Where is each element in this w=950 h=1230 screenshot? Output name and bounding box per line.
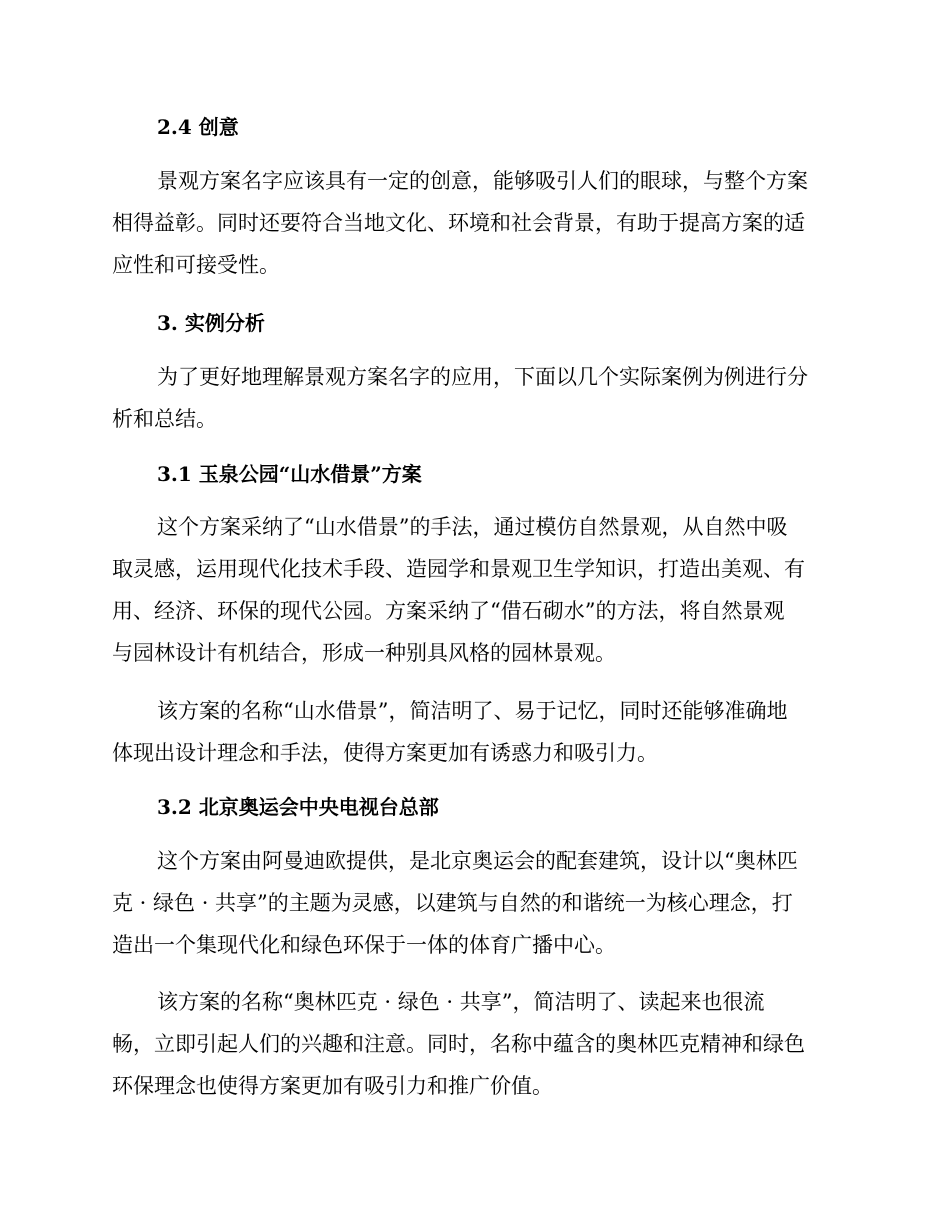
paragraph-creativity — [112, 167, 830, 291]
paragraph-line: 这个方案由阿曼迪欧提供，是北京奥运会的配套建筑，设计以“奥林匹 — [157, 849, 798, 873]
paragraph-yuquan-name — [112, 697, 830, 767]
paragraph-line: 用、经济、环保的现代公园。方案采纳了“借石砌水”的方法，将自然景观 — [112, 599, 785, 623]
paragraph-line: 析和总结。 — [112, 407, 217, 431]
paragraph-line: 环保理念也使得方案更加有吸引力和推广价值。 — [112, 1074, 553, 1098]
paragraph-line: 体现出设计理念和手法，使得方案更加有诱惑力和吸引力。 — [112, 741, 658, 765]
paragraph-line: 该方案的名称“奥林匹克 · 绿色 · 共享”，简洁明了、读起来也很流 — [157, 990, 765, 1014]
paragraph-line: 畅，立即引起人们的兴趣和注意。同时，名称中蕴含的奥林匹克精神和绿色 — [112, 1032, 805, 1056]
section-heading-3: 3. 实例分析 — [157, 311, 265, 335]
paragraph-line: 景观方案名字应该具有一定的创意，能够吸引人们的眼球，与整个方案 — [157, 169, 808, 193]
paragraph-line: 与园林设计有机结合，形成一种别具风格的园林景观。 — [112, 641, 616, 665]
paragraph-line: 造出一个集现代化和绿色环保于一体的体育广播中心。 — [112, 933, 616, 957]
section-heading-2-4: 2.4 创意 — [157, 115, 239, 139]
paragraph-line: 相得益彰。同时还要符合当地文化、环境和社会背景，有助于提高方案的适 — [112, 211, 805, 235]
section-heading-3-1: 3.1 玉泉公园“山水借景”方案 — [157, 462, 422, 486]
paragraph-line: 应性和可接受性。 — [112, 253, 280, 277]
paragraph-line: 取灵感，运用现代化技术手段、造园学和景观卫生学知识，打造出美观、有 — [112, 557, 805, 581]
paragraph-yuquan-description — [112, 513, 830, 669]
paragraph-line: 该方案的名称“山水借景”，简洁明了、易于记忆，同时还能够准确地 — [157, 699, 788, 723]
paragraph-cctv-description — [112, 847, 830, 959]
paragraph-line: 克 · 绿色 · 共享”的主题为灵感，以建筑与自然的和谐统一为核心理念，打 — [112, 891, 793, 915]
paragraph-cctv-name — [112, 988, 830, 1100]
section-heading-3-2: 3.2 北京奥运会中央电视台总部 — [157, 795, 439, 819]
paragraph-line: 这个方案采纳了“山水借景”的手法，通过模仿自然景观，从自然中吸 — [157, 515, 788, 539]
paragraph-intro — [112, 363, 830, 433]
paragraph-line: 为了更好地理解景观方案名字的应用，下面以几个实际案例为例进行分 — [157, 365, 808, 389]
